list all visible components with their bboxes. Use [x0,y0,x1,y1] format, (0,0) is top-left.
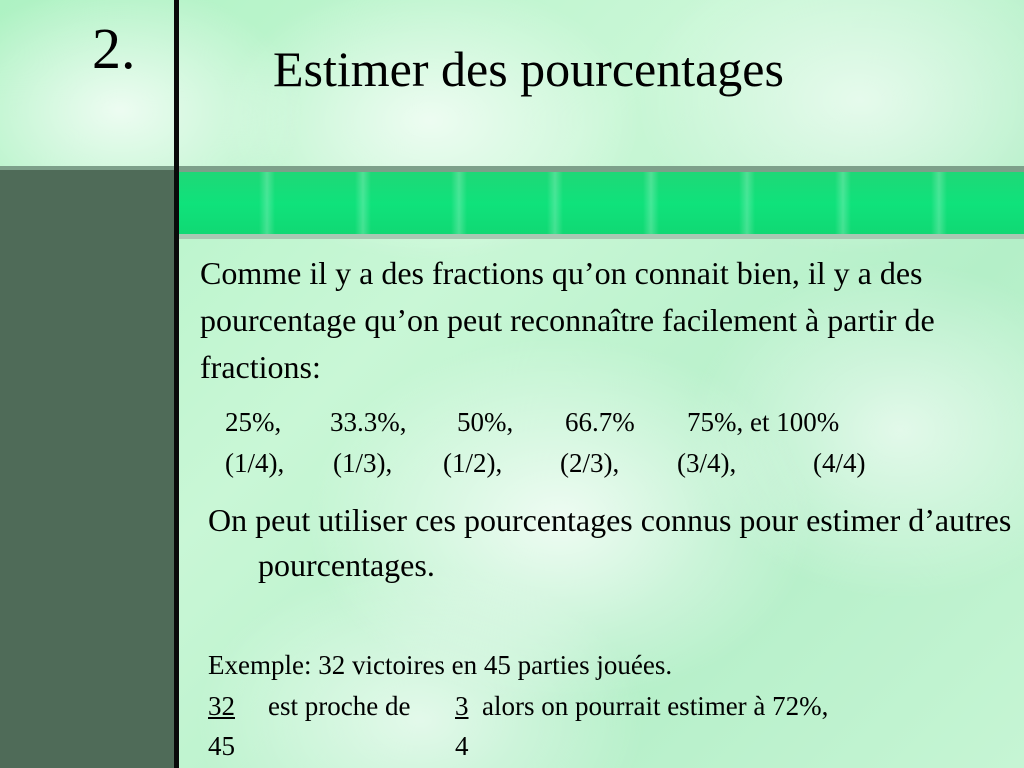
estimate-text: alors on pourrait estimer à 72%, [482,691,829,721]
intro-paragraph: Comme il y a des fractions qu’on connait bien, il y a des pourcentage qu’on peut reconnaître facilement à partir de fractions: [200,255,935,385]
fraction-item: (2/3), [560,448,620,478]
slide-title: Estimer des pourcentages [273,41,784,97]
fraction-item: (1/4), [225,448,285,478]
example-line: Exemple: 32 victoires en 45 parties jouées. [208,650,673,680]
fraction-numerator: 3 [455,691,469,721]
percentage-item: 25%, [225,407,282,437]
fraction-item: (3/4), [677,448,737,478]
percentage-item: 75%, et 100% [687,407,840,437]
example-denominator-line [208,726,608,766]
green-header-band [179,172,1024,236]
fraction-item: (1/3), [333,448,393,478]
fraction-item: (1/2), [443,448,503,478]
fraction-numerator: 32 [208,691,235,721]
percentage-item: 66.7% [565,407,635,437]
band-bottom-border [179,234,1024,239]
percentage-item: 50%, [457,407,514,437]
vertical-divider [174,0,179,768]
left-sidebar-panel [0,170,175,768]
fraction-denominator: 4 [455,731,469,761]
fraction-item: (4/4) [813,448,866,478]
estimate-text: est proche de [268,691,411,721]
percentage-item: 33.3%, [330,407,407,437]
slide-number: 2. [92,16,136,81]
known-percentages-paragraph: On peut utiliser ces pourcentages connus pour estimer d’autres pourcentages. [208,502,1012,583]
fraction-denominator: 45 [208,731,235,761]
example-estimate-line [208,686,968,726]
